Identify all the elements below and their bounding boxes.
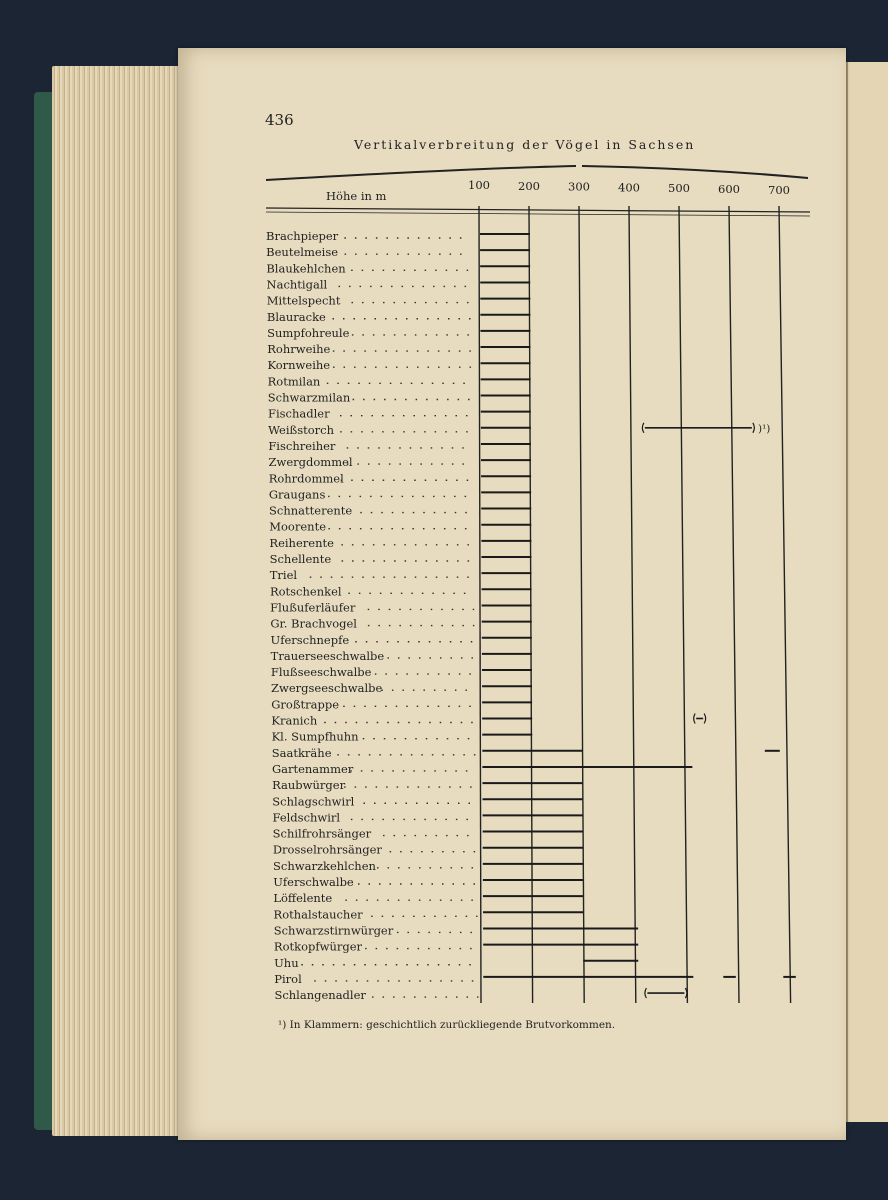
species-label: Feldschwirl — [272, 810, 341, 825]
species-label: Schwarzstirnwürger — [273, 923, 394, 938]
species-label: Rothalstaucher — [273, 907, 363, 922]
book-page — [178, 48, 846, 1140]
tick-label: 600 — [718, 182, 740, 196]
species-label: Schilfrohrsänger — [272, 826, 372, 841]
species-label: Schwarzkehlchen — [273, 858, 376, 873]
species-label: Trauerseeschwalbe — [270, 648, 385, 663]
gridline — [479, 206, 481, 1003]
species-label: Kl. Sumpfhuhn — [271, 729, 359, 744]
species-label: Kranich — [271, 713, 318, 728]
species-label: Schlagschwirl — [272, 794, 355, 809]
gridline — [729, 206, 739, 1003]
gridline — [679, 206, 687, 1003]
bracket-close — [704, 714, 706, 724]
gridline — [779, 206, 791, 1003]
species-label: Rohrdommel — [268, 471, 344, 486]
footnote: ¹) In Klammern: geschichtlich zurückliegende Brutvorkommen. — [278, 1019, 616, 1031]
facing-page — [846, 62, 888, 1122]
species-label: Drosselrohrsänger — [272, 842, 382, 857]
species-label: Gr. Brachvogel — [270, 616, 357, 631]
footnote-marker: )¹) — [758, 422, 771, 435]
gridline — [579, 206, 584, 1003]
species-label: Raubwürger — [272, 778, 346, 793]
species-label: Beutelmeise — [266, 245, 339, 260]
species-label: Rohrweihe — [267, 342, 331, 357]
species-label: Uhu — [274, 955, 299, 970]
bracket-close — [685, 988, 687, 998]
axis-label: Höhe in m — [326, 189, 387, 203]
species-label: Flußseeschwalbe — [270, 665, 372, 680]
species-label: Zwergseeschwalbe — [271, 681, 383, 696]
tick-label: 200 — [518, 178, 540, 193]
species-label: Uferschnepfe — [270, 632, 350, 647]
page-number: 436 — [265, 111, 294, 129]
species-label: Blaukehlchen — [266, 261, 346, 276]
species-label: Graugans — [268, 487, 326, 502]
tick-label: 700 — [768, 182, 790, 197]
tick-label: 400 — [618, 180, 640, 195]
species-label: Pirol — [274, 971, 302, 986]
chart-title: Vertikalverbreitung der Vögel in Sachsen — [354, 137, 696, 152]
species-label: Weißstorch — [268, 422, 335, 437]
bracket-close — [753, 423, 755, 433]
species-label: Triel — [269, 568, 298, 583]
gridline — [629, 206, 636, 1003]
species-label: Zwergdommel — [268, 455, 353, 470]
species-label: Uferschwalbe — [273, 875, 354, 889]
species-label: Großtrappe — [271, 697, 340, 712]
species-label: Blauracke — [266, 309, 326, 324]
species-label: Fischadler — [267, 406, 330, 421]
species-label: Saatkrähe — [271, 745, 332, 760]
bracket-open — [645, 988, 647, 998]
species-label: Schlangenadler — [274, 988, 366, 1003]
species-label: Sumpfohreule — [267, 325, 350, 340]
species-label: Schwarzmilan — [267, 390, 351, 405]
species-label: Gartenammer — [271, 761, 354, 776]
species-label: Löffelente — [273, 891, 333, 906]
tick-label: 500 — [668, 181, 690, 196]
species-label: Rotkopfwürger — [273, 939, 363, 954]
bracket-open — [694, 714, 696, 724]
species-label: Mittelspecht — [266, 293, 341, 308]
header-rule-right — [582, 166, 808, 178]
tick-label: 100 — [468, 178, 490, 192]
species-label: Brachpieper — [266, 229, 339, 243]
species-label: Nachtigall — [266, 277, 328, 292]
tick-label: 300 — [568, 179, 590, 194]
bracket-open — [642, 423, 644, 433]
page-edges — [52, 66, 182, 1136]
species-label: Reiherente — [269, 535, 334, 550]
species-label: Moorente — [269, 519, 327, 534]
species-label: Rotschenkel — [269, 584, 342, 599]
altitude-chart — [178, 48, 846, 1140]
species-label: Rotmilan — [267, 374, 321, 389]
species-label: Fischreiher — [268, 438, 336, 453]
species-label: Schellente — [269, 552, 332, 566]
species-label: Schnatterente — [269, 503, 353, 518]
species-label: Flußuferläufer — [270, 600, 356, 615]
species-label: Kornweihe — [267, 358, 331, 373]
